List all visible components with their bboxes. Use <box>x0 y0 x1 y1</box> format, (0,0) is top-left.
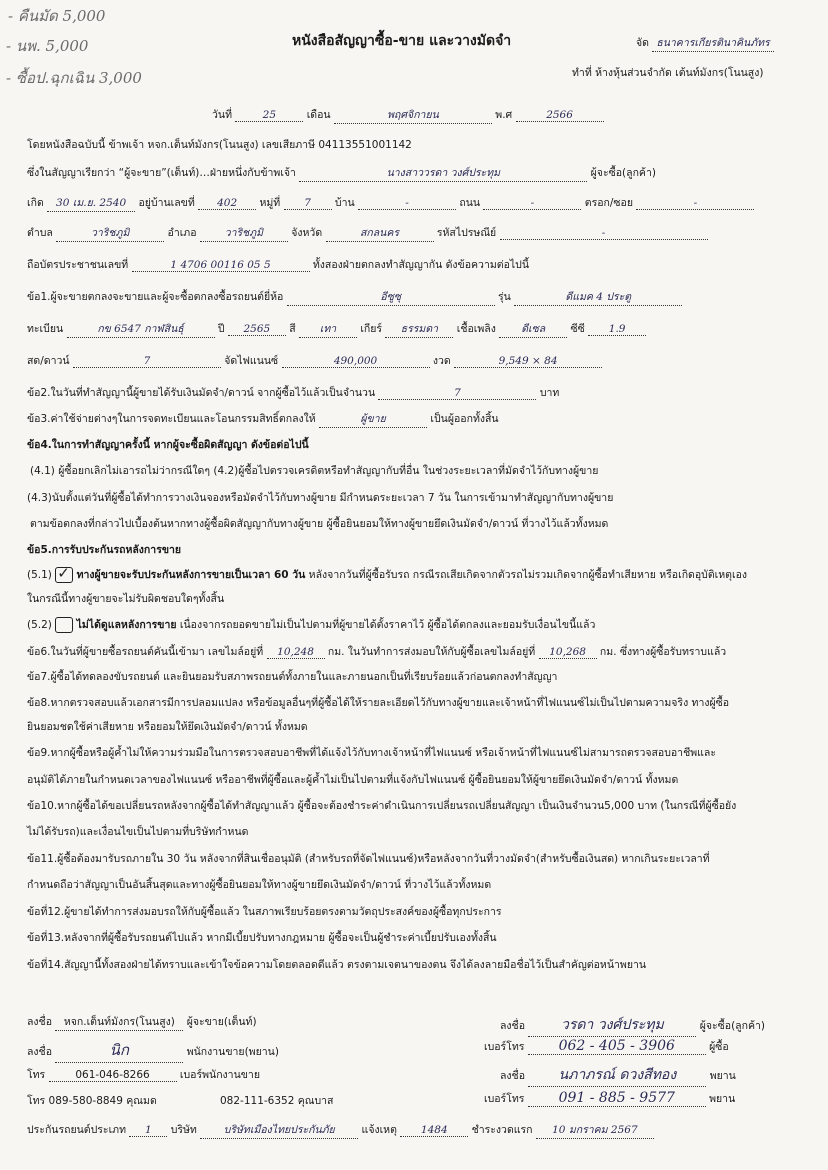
witness-sign-row <box>500 1064 736 1087</box>
buyer-signature: วรดา วงศ์ประทุม <box>528 1014 696 1037</box>
address-row-2 <box>27 224 708 242</box>
soi-value: - <box>636 197 754 210</box>
insurance-label: ประกันรถยนต์ประเภท <box>27 1124 127 1136</box>
clause-10: ข้อ10.หากผู้ซื้อได้ขอเปลี่ยนรถหลังจากผู้ซื้อได้ทำสัญญาแล้ว ผู้ซื้อจะต้องชำระค่าดำเนินการเปลี่ยนรถเปลี่ยนสัญญา เป็นเงินจำนวน5,000 บาท (ในกรณีที่ผู้ซื้อยัง <box>27 800 737 812</box>
house-value: 402 <box>198 197 256 210</box>
office-tel-2: 082-111-6352 คุณบาส <box>220 1095 334 1107</box>
vehicle-year-value: 2565 <box>228 323 286 336</box>
clause-12: ข้อที่12.ผู้ขายได้ทำการส่งมอบรถให้กับผู้ซื้อแล้ว ในสภาพเรียบร้อยตรงตามวัตถุประสงค์ของผู้ซื้อทุกประการ <box>27 906 502 918</box>
road-label: ถนน <box>459 197 481 209</box>
buyer-tel-label: เบอร์โทร <box>484 1041 525 1053</box>
insurance-company-label: บริษัท <box>170 1124 197 1136</box>
clause-10-cont: ไม่ได้รับรถ)และเงื่อนไขเป็นไปตามที่บริษัทกำหนด <box>27 826 249 838</box>
clause-2 <box>27 384 559 401</box>
clause-6 <box>27 643 726 660</box>
clause-1-label: ข้อ1.ผู้จะขายตกลงจะขายและผู้จะซื้อตกลงซื้อรถยนต์ยี่ห้อ <box>27 291 284 303</box>
clause-11-cont: กำหนดถือว่าสัญญาเป็นอันสิ้นสุดและทางผู้ซื้อยินยอมให้ทางผู้ขายยึดเงินมัดจำ/ดาวน์ ที่วางไว้แล้วทั้งหมด <box>27 879 492 891</box>
clause-4-1: (4.1) ผู้ซื้อยกเลิกไม่เอารถไม่ว่ากรณีใดๆ (4.2)ผู้ซื้อไปตรวจเครดิตหรือทำสัญญากับที่อื่น ในช่วงระยะเวลาที่มัดจำไว้กับทางผู้ขาย <box>30 465 599 477</box>
clause-14: ข้อที่14.สัญญานี้ทั้งสองฝ่ายได้ทราบและเข้าใจข้อความโดยตลอดดีแล้ว ตรงตามเจตนาของตน จึงได้ลงลายมือชื่อไว้เป็นสำคัญต่อหน้าพยาน <box>27 959 647 971</box>
clause-2-text: ข้อ2.ในวันที่ทำสัญญานี้ผู้ขายได้รับเงินมัดจำ/ดาวน์ จากผู้ซื้อไว้แล้วเป็นจำนวน <box>27 387 376 399</box>
clause-5-2 <box>27 616 595 633</box>
parties-prefix: ซึ่งในสัญญาเรียกว่า “ผู้จะขาย”(เต็นท์)…ฝ่ายหนึ่งกับข้าพเจ้า <box>27 167 296 179</box>
clause-4-3-cont: ตามข้อตกลงที่กล่าวไปเบื้องต้นหากทางผู้ซื้อผิดสัญญากับทางผู้ขาย ผู้ซื้อยินยอมให้ทางผู้ขายยึดเงินมัดจำ/ดาวน์ ที่วางไว้แล้วทั้งหมด <box>30 518 609 530</box>
clause-3-value: ผู้ขาย <box>319 410 427 428</box>
buyer-tel-row <box>484 1038 729 1055</box>
clause-8: ข้อ8.หากตรวจสอบแล้วเอกสารมีการปลอมแปลง หรือข้อมูลอื่นๆที่ผู้ซื้อได้ให้รายละเอียดไว้กับทางผู้ขายและเจ้าหน้าที่ไฟแนนซ์ไม่เป็นไปตามความจริง ทางผู้ซื้อ <box>27 697 730 709</box>
moo-label: หมู่ที่ <box>259 197 281 209</box>
buyer-sign-role: ผู้จะซื้อ(ลูกค้า) <box>699 1020 765 1032</box>
id-label: ถือบัตรประชาชนเลขที่ <box>27 259 129 271</box>
buyer-name: นางสาววรดา วงศ์ประทุม <box>299 164 587 182</box>
clause-5-2-num: (5.2) <box>27 619 52 631</box>
office-tel: โทร 089-580-8849 คุณมด <box>27 1095 157 1107</box>
buyer-sign-label: ลงชื่อ <box>500 1020 525 1032</box>
gear-value: ธรรมดา <box>385 320 453 338</box>
note-line-2: - นพ. 5,000 <box>6 37 89 55</box>
staff-tel-row <box>27 1066 260 1083</box>
postal-label: รหัสไปรษณีย์ <box>436 227 497 239</box>
clause-5-1-checkbox[interactable] <box>55 564 73 583</box>
day-label: วันที่ <box>212 109 232 121</box>
staff-sign-label: ลงชื่อ <box>27 1046 52 1058</box>
installment-value: 9,549 × 84 <box>454 355 602 368</box>
vehicle-model: ดีแมค 4 ประตู <box>514 288 682 306</box>
clause-4-heading: ข้อ4.ในการทำสัญญาครั้งนี้ หากผู้จะซื้อผิดสัญญา ดังข้อต่อไปนี้ <box>27 439 309 451</box>
clause-8-cont: ยินยอมชดใช้ค่าเสียหาย หรือยอมให้ยึดเงินมัดจำ/ดาวน์ ทั้งหมด <box>27 721 308 733</box>
clause-7: ข้อ7.ผู้ซื้อได้ทดลองขับรถยนต์ และยินยอมรับสภาพรถยนต์ทั้งภายในและภายนอกเป็นที่เรียบร้อยแล้วก่อนตกลงทำสัญญา <box>27 671 558 683</box>
clause-1-row <box>27 288 682 306</box>
witness-signature: นภาภรณ์ ดวงสีทอง <box>528 1064 706 1087</box>
born-label: เกิด <box>27 197 44 209</box>
staff-tel: 061-046-8266 <box>49 1069 177 1082</box>
check-icon: ✓ <box>57 564 70 582</box>
seller-sign-label: ลงชื่อ <box>27 1016 52 1028</box>
road-value: - <box>483 197 581 210</box>
clause-3-suffix: เป็นผู้ออกทั้งสิ้น <box>430 413 499 425</box>
moo-value: 7 <box>284 197 332 210</box>
model-label: รุ่น <box>498 291 511 303</box>
vehicle-details-row <box>27 320 646 338</box>
clause-5-2-rest: เนื่องจากรถยอดขายไม่เป็นไปตามที่ผู้ขายได้ตั้งราคาไว้ ผู้ซื้อได้ตกลงและยอมรับเงื่อนไขนี้แล้ว <box>176 619 596 631</box>
reg-value: กข 6547 กาฬสินธุ์ <box>67 320 215 338</box>
clause-3-text: ข้อ3.ค่าใช้จ่ายต่างๆในการจดทะเบียนและโอนกรรมสิทธิ์ตกลงให้ <box>27 413 316 425</box>
buyer-tel-role: ผู้ซื้อ <box>709 1041 729 1053</box>
clause-2-unit: บาท <box>539 387 560 399</box>
witness-role: พยาน <box>709 1070 736 1082</box>
witness-tel-row <box>484 1090 735 1107</box>
house-label: อยู่บ้านเลขที่ <box>138 197 195 209</box>
clause-9-cont: อนุมัติได้ภายในกำหนดเวลาของไฟแนนซ์ หรืออาชีพที่ผู้ซื้อและผู้ค้ำไม่เป็นไปตามที่แจ้งกับไฟแนนซ์ ผู้ซื้อยินยอมให้ผู้ขายยึดเงินมัดจำ/ดาวน์ ทั้งหมด <box>27 774 679 786</box>
id-row <box>27 256 529 273</box>
id-value: 1 4706 00116 05 5 <box>132 259 310 272</box>
gear-label: เกียร์ <box>360 323 383 335</box>
witness-tel-label: เบอร์โทร <box>484 1093 525 1105</box>
color-value: เทา <box>299 320 357 338</box>
reg-label: ทะเบียน <box>27 323 64 335</box>
first-payment-value: 10 มกราคม 2567 <box>536 1121 654 1139</box>
insurance-type: 1 <box>129 1124 167 1137</box>
intro-text: โดยหนังสือฉบับนี้ ข้าพเจ้า หจก.เต็นท์มังกร(โนนสูง) เลขเสียภาษี 04113551001142 <box>27 139 412 151</box>
clause-5-1-bold: ทางผู้ขายจะรับประกันหลังการขายเป็นเวลา 60 วัน <box>76 569 306 581</box>
clause-11: ข้อ11.ผู้ซื้อต้องมารับรถภายใน 30 วัน หลังจากที่สินเชื่ออนุมัติ (สำหรับรถที่จัดไฟแนนซ์)หรือหลังจากวันที่วางมัดจำ(สำหรับซื้อเงินสด) หากเกินระยะเวลาที่ <box>27 853 710 865</box>
vehicle-brand: อีซูซุ <box>287 288 495 306</box>
province-label: จังหวัด <box>291 227 323 239</box>
fuel-label: เชื้อเพลิง <box>456 323 496 335</box>
finance-row <box>27 352 602 369</box>
installment-label: งวด <box>432 355 451 367</box>
clause-13: ข้อที่13.หลังจากที่ผู้ซื้อรับรถยนต์ไปแล้ว หากมีเบี้ยปรับทางกฎหมาย ผู้ซื้อจะเป็นผู้ชำระค่าเบี้ยปรับเองทั้งสิ้น <box>27 932 497 944</box>
staff-sign-row <box>27 1038 279 1063</box>
year-value: 2566 <box>516 109 604 122</box>
witness-tel-role: พยาน <box>709 1093 736 1105</box>
addressee-label: จัด <box>636 37 649 49</box>
clause-5-2-checkbox[interactable] <box>55 617 73 633</box>
clause-2-value: 7 <box>378 387 536 400</box>
fuel-value: ดีเซล <box>499 320 567 338</box>
clause-6-text-c: กม. ซึ่งทางผู้ซื้อรับทราบแล้ว <box>599 646 727 658</box>
insurance-row <box>27 1121 654 1139</box>
witness-tel: 091 - 885 - 9577 <box>528 1090 706 1107</box>
finance-value: 490,000 <box>282 355 430 368</box>
mileage-in: 10,248 <box>267 646 325 659</box>
clause-5-1-rest: หลังจากวันที่ผู้ซื้อรับรถ กรณีรถเสียเกิดจากตัวรถไม่รวมเกิดจากผู้ซื้อทำเสียหาย หรือเกิดอุบัติเหตุเอง <box>305 569 748 581</box>
month-value: พฤศจิกายน <box>334 106 492 124</box>
buyer-tel: 062 - 405 - 3906 <box>528 1038 706 1055</box>
soi-label: ตรอก/ซอย <box>584 197 634 209</box>
insurance-company: บริษัทเมืองไทยประกันภัย <box>200 1121 358 1139</box>
clause-5-1-cont: ในกรณีนี้ทางผู้ขายจะไม่รับผิดชอบใดๆทั้งสิ้น <box>27 593 225 605</box>
witness-sign-label: ลงชื่อ <box>500 1070 525 1082</box>
buyer-sign-row <box>500 1014 765 1037</box>
seller-role: ผู้จะขาย(เต็นท์) <box>186 1016 257 1028</box>
clause-3 <box>27 410 499 428</box>
clause-4-3: (4.3)นับตั้งแต่วันที่ผู้ซื้อได้ทำการวางเงินจองหรือมัดจำไว้กับทางผู้ขาย มีกำหนดระยะเวลา 7 วัน ในการเข้ามาทำสัญญากับทางผู้ขาย <box>27 492 614 504</box>
addressee-value: ธนาคารเกียรตินาคินภัทร <box>652 34 773 52</box>
clause-5-1-num: (5.1) <box>27 569 52 581</box>
mileage-out: 10,268 <box>539 646 597 659</box>
clause-9: ข้อ9.หากผู้ซื้อหรือผู้ค้ำไม่ให้ความร่วมมือในการตรวจสอบอาชีพที่ได้แจ้งไว้กับทางเจ้าหน้าที่ไฟแนนซ์ หรือเจ้าหน้าที่ไฟแนนซ์ไม่สามารถตรวจสอบอาชีพและ <box>27 747 716 759</box>
province-value: สกลนคร <box>326 224 434 242</box>
clause-5-2-bold: ไม่ได้ดูแลหลังการขาย <box>76 619 177 631</box>
born-value: 30 เม.ย. 2540 <box>47 194 135 212</box>
addressee <box>636 34 774 52</box>
color-label: สี <box>289 323 296 335</box>
amphoe-value: วาริชภูมิ <box>200 224 288 242</box>
village-value: - <box>358 197 456 210</box>
notify-value: 1484 <box>400 1124 468 1137</box>
clause-6-text-a: ข้อ6.ในวันที่ผู้ขายซื้อรถยนต์คันนี้เข้ามา เลขไมล์อยู่ที่ <box>27 646 264 658</box>
cc-label: ซีซี <box>570 323 585 335</box>
staff-role: พนักงานขาย(พยาน) <box>186 1046 279 1058</box>
finance-label: จัดไฟแนนซ์ <box>224 355 279 367</box>
seller-name: หจก.เต็นท์มังกร(โนนสูง) <box>55 1013 183 1031</box>
postal-value: - <box>500 227 708 240</box>
made-at: ทำที่ ห้างหุ้นส่วนจำกัด เต้นท์มังกร(โนนสูง) <box>572 67 764 79</box>
staff-tel-role: เบอร์พนักงานขาย <box>179 1069 260 1081</box>
clause-6-text-b: กม. ในวันทำการส่งมอบให้กับผู้ซื้อเลขไมล์อยู่ที่ <box>327 646 536 658</box>
staff-tel-label: โทร <box>27 1069 46 1081</box>
day-value: 25 <box>235 109 303 122</box>
id-suffix: ทั้งสองฝ่ายตกลงทำสัญญากัน ดังข้อความต่อไปนี้ <box>312 259 530 271</box>
village-label: บ้าน <box>334 197 355 209</box>
parties-row <box>27 164 656 182</box>
tambon-value: วาริชภูมิ <box>56 224 164 242</box>
buyer-role: ผู้จะซื้อ(ลูกค้า) <box>590 167 656 179</box>
address-row-1 <box>27 194 754 212</box>
notify-label: แจ้งเหตุ <box>361 1124 397 1136</box>
first-payment-label: ชำระงวดแรก <box>471 1124 533 1136</box>
note-line-3: - ซื้อป.ฉุกเฉิน 3,000 <box>6 69 142 87</box>
note-line-1: - คืนมัด 5,000 <box>8 7 106 25</box>
clause-5-1 <box>27 566 747 583</box>
staff-signature: นิก <box>55 1038 183 1063</box>
cc-value: 1.9 <box>588 323 646 336</box>
vehicle-year-label: ปี <box>217 323 225 335</box>
down-label: สด/ดาวน์ <box>27 355 70 367</box>
month-label: เดือน <box>306 109 331 121</box>
seller-sign-row <box>27 1013 257 1031</box>
clause-5-heading: ข้อ5.การรับประกันรถหลังการขาย <box>27 544 182 556</box>
tambon-label: ตำบล <box>27 227 53 239</box>
document-title: หนังสือสัญญาซื้อ-ขาย และวางมัดจำ <box>292 33 512 49</box>
year-label: พ.ศ <box>495 109 513 121</box>
amphoe-label: อำเภอ <box>167 227 197 239</box>
down-value: 7 <box>73 355 221 368</box>
date-row <box>212 106 604 124</box>
